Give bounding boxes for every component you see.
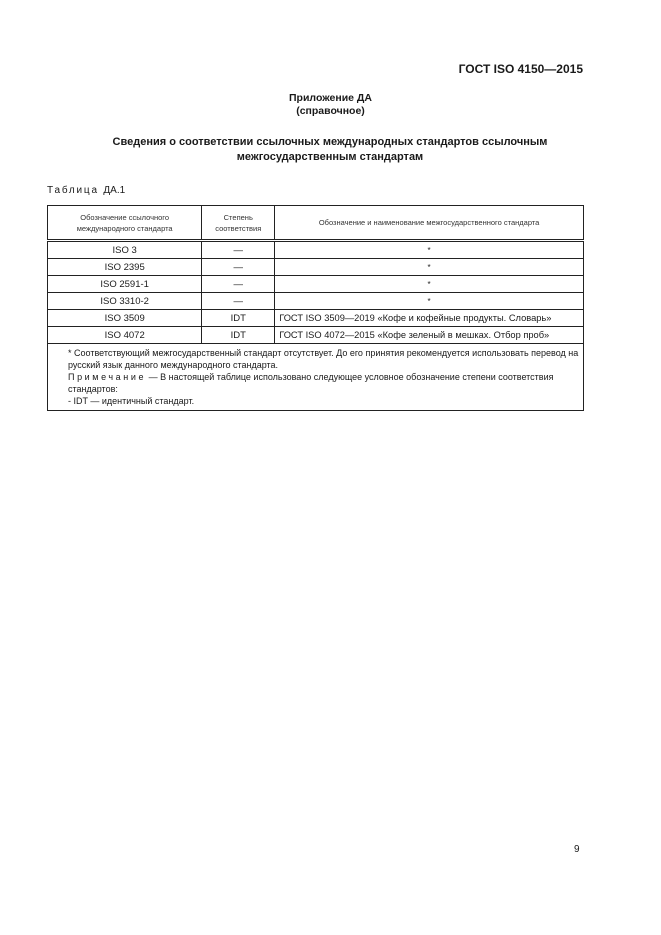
- table-row: [48, 276, 584, 293]
- cell-degree: —: [202, 241, 275, 259]
- page-number: 9: [574, 844, 580, 855]
- correspondence-table: [47, 205, 584, 411]
- annex-title: Приложение ДА: [289, 92, 372, 104]
- cell-intl: ISO 3: [48, 241, 202, 259]
- section-title-line2: межгосударственным стандартам: [236, 151, 424, 163]
- cell-interstate: *: [275, 293, 584, 310]
- table-row: [48, 310, 584, 327]
- cell-degree: —: [202, 259, 275, 276]
- table-row: [48, 293, 584, 310]
- idt-definition: - IDT — идентичный стандарт.: [68, 396, 195, 406]
- cell-degree: IDT: [202, 310, 275, 327]
- section-title: [60, 135, 600, 165]
- column-header-intl-line2: международного стандарта: [76, 223, 173, 233]
- table-caption: [47, 185, 125, 196]
- table-row: [48, 327, 584, 344]
- table-footnote-row: [48, 344, 584, 411]
- star-footnote: * Соответствующий межгосударственный стандарт отсутствует. До его принятия рекомендуется использовать перевод на русский язык данного международного стандарта.: [68, 348, 579, 370]
- cell-interstate: ГОСТ ISO 3509—2019 «Кофе и кофейные продукты. Словарь»: [275, 310, 584, 327]
- column-header-intl: [48, 206, 202, 241]
- column-header-degree: [202, 206, 275, 241]
- document-code: ГОСТ ISO 4150—2015: [458, 62, 583, 76]
- cell-interstate: ГОСТ ISO 4072—2015 «Кофе зеленый в мешках. Отбор проб»: [275, 327, 584, 344]
- cell-intl: ISO 3310-2: [48, 293, 202, 310]
- cell-intl: ISO 2395: [48, 259, 202, 276]
- table-row: [48, 259, 584, 276]
- annex-subtitle: (справочное): [296, 105, 365, 117]
- cell-intl: ISO 4072: [48, 327, 202, 344]
- annex-heading: [0, 92, 661, 118]
- table-footnote: [48, 344, 584, 411]
- column-header-interstate: Обозначение и наименование межгосударственного стандарта: [275, 206, 584, 241]
- cell-intl: ISO 3509: [48, 310, 202, 327]
- note-text: — В настоящей таблице использовано следующее условное обозначение степени соответствия стандартов:: [68, 372, 554, 394]
- column-header-degree-line2: соответствия: [215, 223, 262, 233]
- cell-interstate: *: [275, 241, 584, 259]
- table-caption-word: Таблица: [47, 185, 99, 196]
- section-title-line1: Сведения о соответствии ссылочных международных стандартов ссылочным: [112, 136, 548, 148]
- table-caption-number: ДА.1: [103, 185, 126, 196]
- table-note: [52, 371, 579, 395]
- note-label: Примечание: [68, 372, 147, 382]
- column-header-degree-line1: Степень: [223, 212, 253, 222]
- cell-intl: ISO 2591-1: [48, 276, 202, 293]
- table-header-row: [48, 206, 584, 241]
- cell-degree: —: [202, 276, 275, 293]
- cell-interstate: *: [275, 259, 584, 276]
- table-row: [48, 241, 584, 259]
- cell-interstate: *: [275, 276, 584, 293]
- column-header-intl-line1: Обозначение ссылочного: [80, 212, 170, 222]
- cell-degree: —: [202, 293, 275, 310]
- cell-degree: IDT: [202, 327, 275, 344]
